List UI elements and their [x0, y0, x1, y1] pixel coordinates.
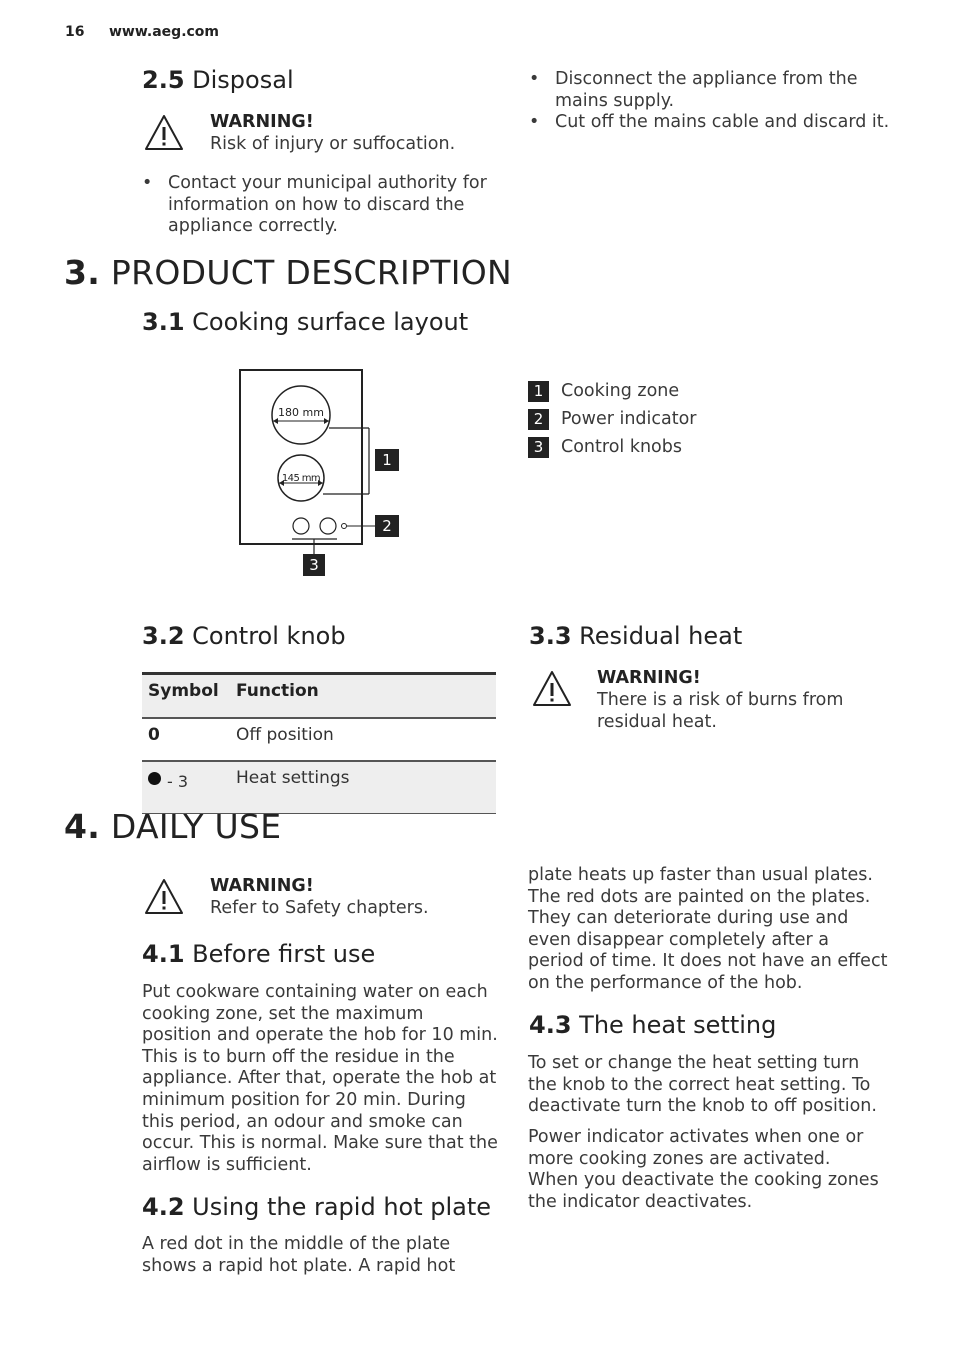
warning-icon	[143, 113, 185, 153]
rapid-plate-text: A red dot in the middle of the plate shows a rapid hot plate. A rapid hot	[142, 1234, 456, 1276]
chapter-title: PRODUCT DESCRIPTION	[110, 253, 513, 292]
warning-text: Risk of injury or suffocation.	[210, 134, 456, 154]
symbol-text: - 3	[167, 772, 189, 791]
rapid-plate-heading	[142, 1193, 491, 1221]
legend-item	[528, 381, 679, 402]
callout-2: 2	[382, 517, 392, 535]
section-number: 2.5	[142, 66, 185, 94]
table-row	[142, 718, 496, 761]
section-number: 3.2	[142, 622, 185, 650]
section-title: The heat setting	[579, 1011, 777, 1039]
layout-heading	[142, 308, 468, 336]
function-cell: Off position	[236, 718, 496, 761]
callout-3: 3	[309, 556, 319, 574]
chapter-number: 4.	[64, 807, 101, 846]
section-title: Residual heat	[579, 622, 743, 650]
warning-title: WARNING!	[597, 668, 701, 688]
section-number: 4.2	[142, 1193, 185, 1221]
callout-1: 1	[382, 451, 392, 469]
page-number: 16	[65, 24, 85, 40]
chapter-heading	[64, 253, 512, 292]
legend-label: Cooking zone	[561, 381, 680, 401]
legend-label: Power indicator	[561, 409, 697, 429]
power-indicator	[342, 524, 347, 529]
control-knob	[320, 518, 336, 534]
list-item: • Contact your municipal authority for information on how to discard the appliance correctly.	[142, 173, 492, 238]
dot-icon	[148, 772, 161, 785]
section-title: Cooking surface layout	[192, 308, 469, 336]
site-url: www.aeg.com	[109, 24, 220, 40]
heat-setting-text: To set or change the heat setting turn the knob to the correct heat setting. To deactivate turn the knob to off position.	[528, 1053, 877, 1117]
control-knob-table	[142, 672, 496, 814]
section-number: 4.3	[529, 1011, 572, 1039]
legend-number: 1	[528, 381, 549, 402]
function-cell: Heat settings	[236, 761, 496, 814]
before-first-use-heading	[142, 940, 375, 968]
chapter-number: 3.	[64, 253, 101, 292]
warning-title: WARNING!	[210, 876, 314, 896]
section-title: Using the rapid hot plate	[192, 1193, 492, 1221]
power-indicator-text: Power indicator activates when one or more cooking zones are activated. When you deactivate the cooking zones the indicator deactivates.	[528, 1127, 879, 1212]
rapid-plate-text-continued: plate heats up faster than usual plates. The red dots are painted on the plates. They can deteriorate during use and even disappear completely after a period of time. It does not have an effect on the performance of the hob.	[528, 865, 888, 993]
column-header: Function	[236, 674, 496, 719]
control-knob	[293, 518, 309, 534]
legend-item	[528, 409, 697, 430]
list-item: • Disconnect the appliance from the mains supply.	[529, 69, 899, 112]
warning-title: WARNING!	[210, 112, 314, 132]
cooking-surface-diagram	[230, 365, 410, 580]
zone2-dimension-label: 145 mm	[281, 473, 321, 484]
control-knob-heading	[142, 622, 346, 650]
legend-number: 2	[528, 409, 549, 430]
list-item: • Cut off the mains cable and discard it.	[529, 112, 899, 134]
disposal-heading	[142, 66, 294, 94]
symbol-cell: 0	[142, 718, 236, 761]
disposal-list-left	[142, 173, 492, 238]
column-header: Symbol	[142, 674, 236, 719]
section-title: Disposal	[192, 66, 294, 94]
disposal-list-right	[529, 69, 899, 134]
symbol-cell	[142, 761, 236, 814]
before-first-use-text: Put cookware containing water on each cooking zone, set the maximum position and operate the hob for 10 min. This is to burn off the residue in the appliance. After that, operate the hob at minimum position for 20 min. During this period, an odour and smoke can occur. This is normal. Make sure that the airflow is sufficient.	[142, 982, 498, 1175]
warning-text: There is a risk of burns from residual heat.	[597, 690, 844, 732]
heat-setting-heading	[529, 1011, 776, 1039]
legend-item	[528, 437, 682, 458]
section-title: Before first use	[192, 940, 376, 968]
residual-heat-heading	[529, 622, 742, 650]
warning-icon	[531, 669, 573, 709]
section-number: 3.1	[142, 308, 185, 336]
warning-text: Refer to Safety chapters.	[210, 898, 429, 918]
legend-label: Control knobs	[561, 437, 682, 457]
warning-icon	[143, 877, 185, 917]
table-header-row	[142, 674, 496, 719]
chapter-title: DAILY USE	[110, 807, 282, 846]
legend-number: 3	[528, 437, 549, 458]
section-number: 3.3	[529, 622, 572, 650]
section-title: Control knob	[192, 622, 346, 650]
table-row	[142, 761, 496, 814]
section-number: 4.1	[142, 940, 185, 968]
zone1-dimension-label: 180 mm	[278, 406, 324, 419]
chapter-heading	[64, 807, 281, 846]
